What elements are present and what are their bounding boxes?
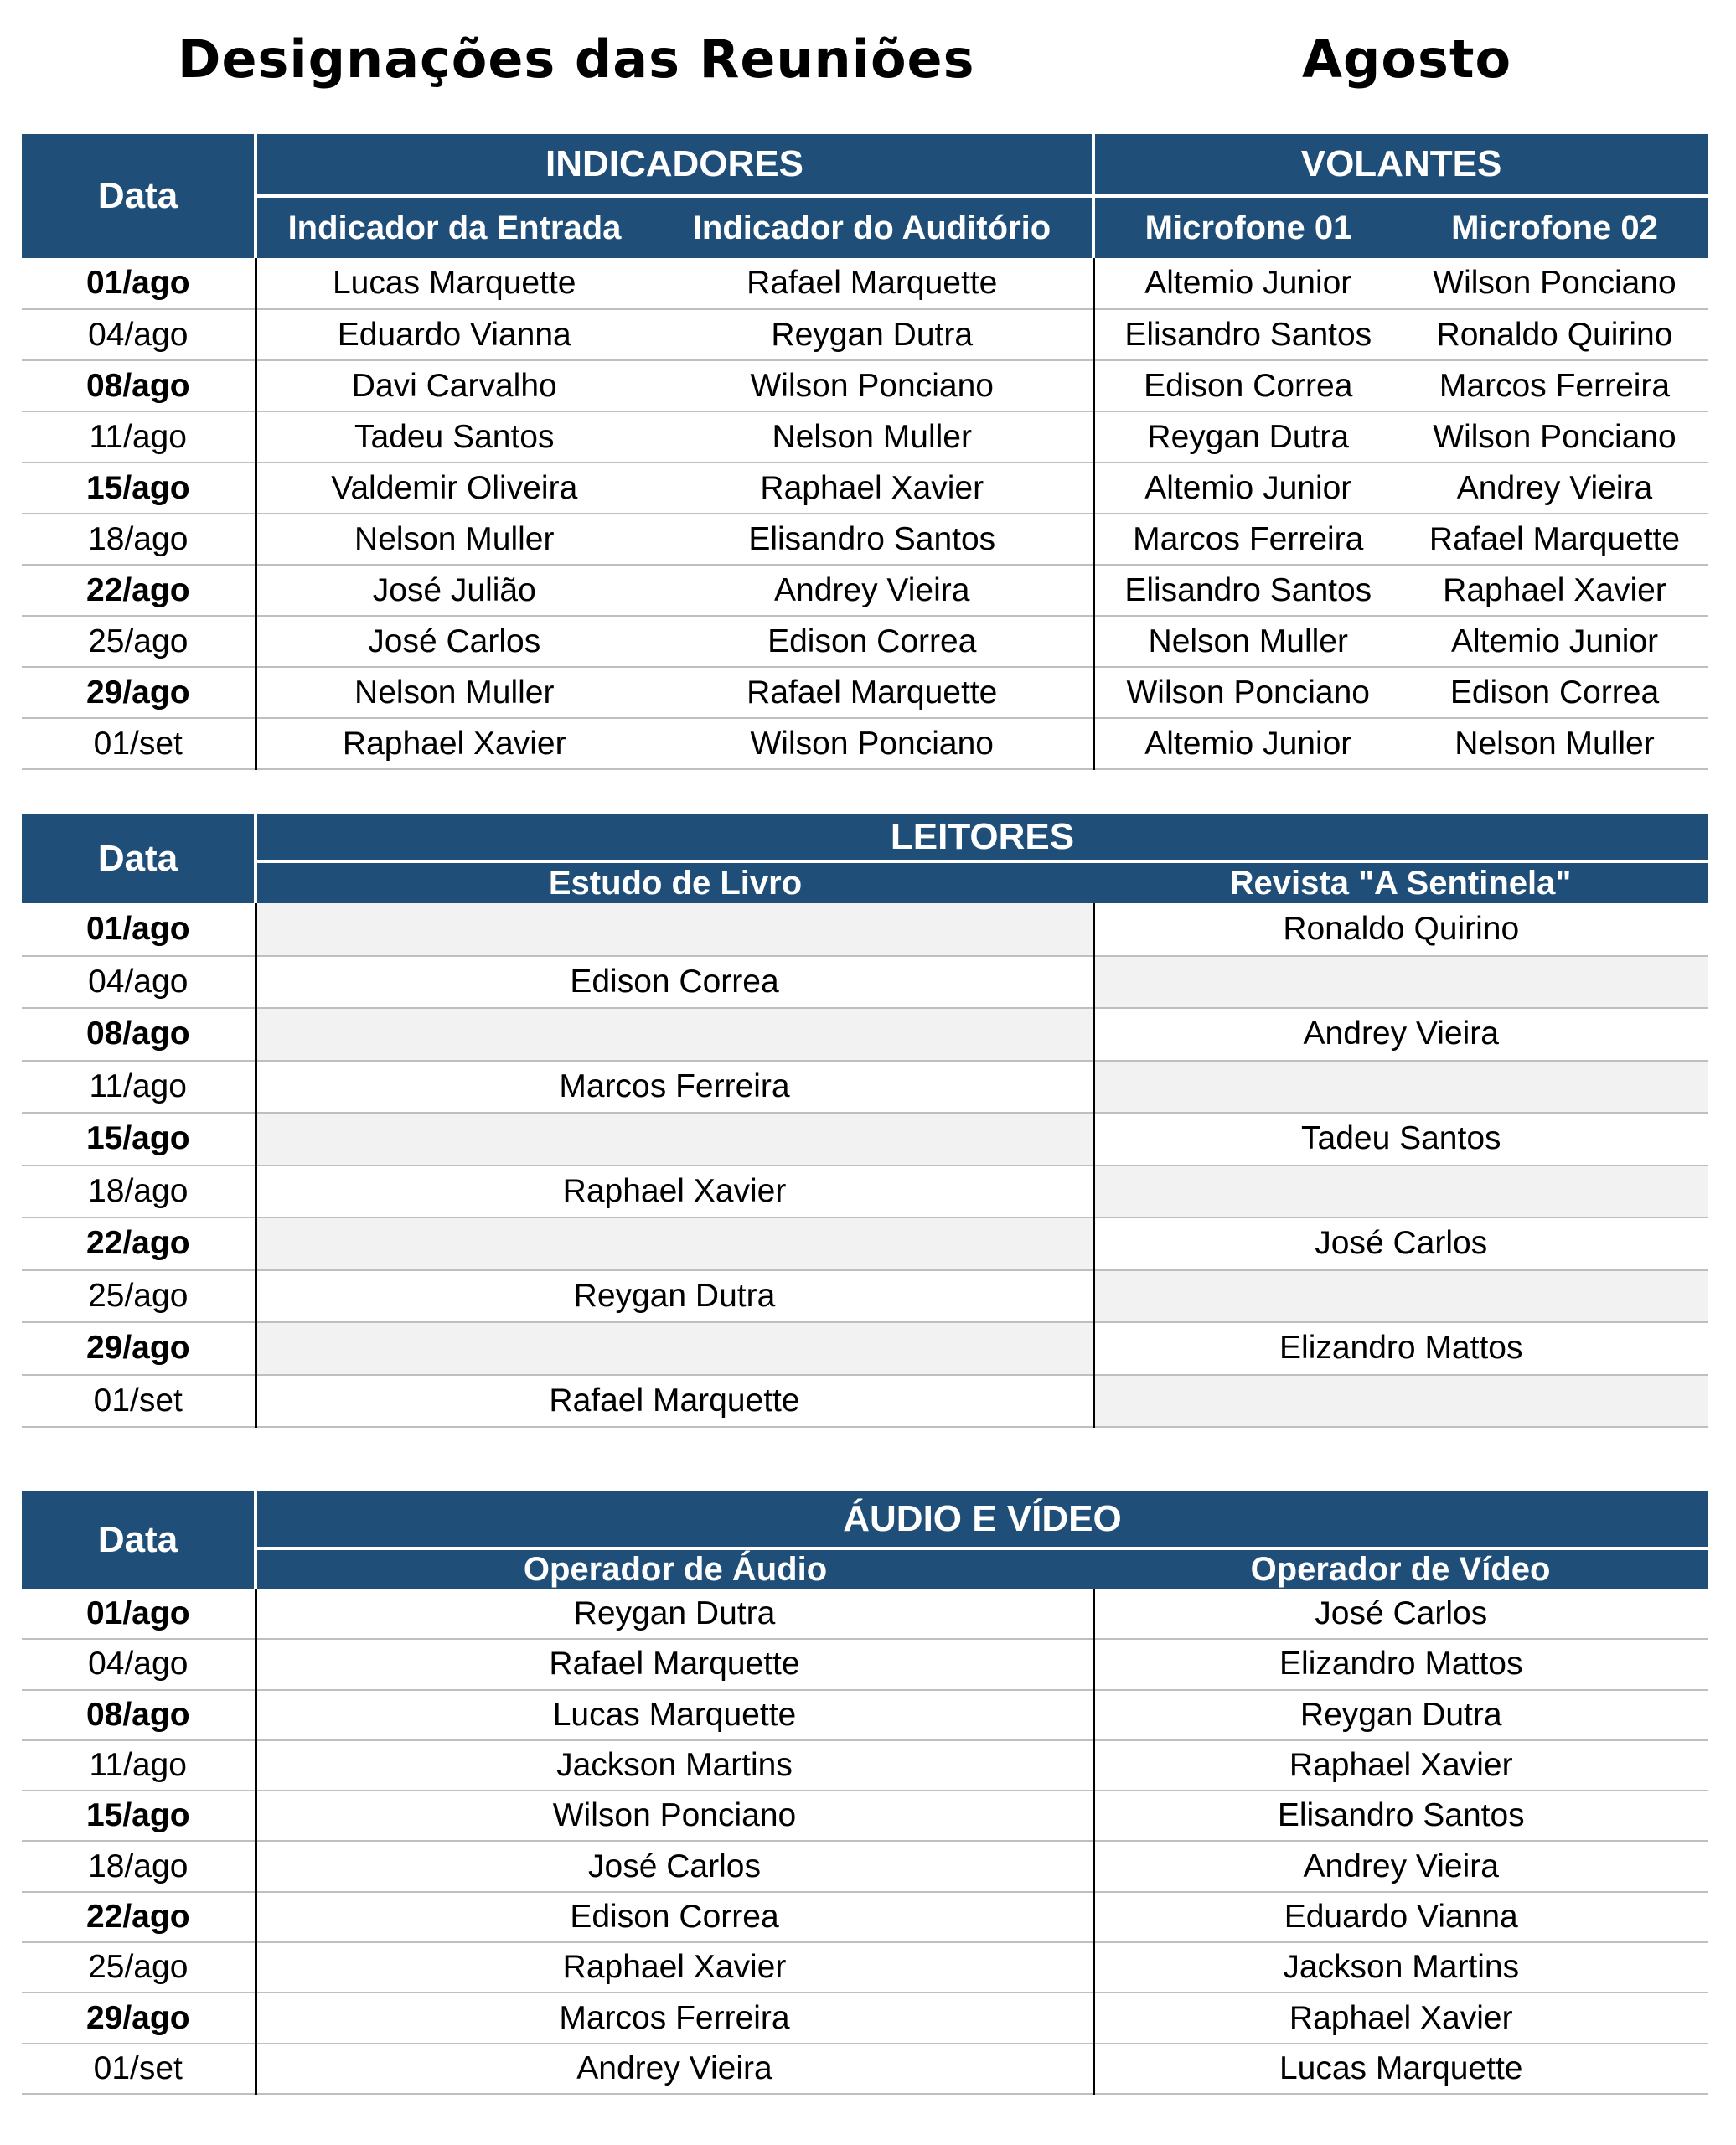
date-cell: 04/ago xyxy=(22,309,256,360)
mic2-cell: Ronaldo Quirino xyxy=(1402,309,1708,360)
auditorio-cell: Elisandro Santos xyxy=(652,514,1093,565)
date-cell: 29/ago xyxy=(22,667,256,718)
table-row xyxy=(22,1993,1708,2043)
mic1-cell: Reygan Dutra xyxy=(1093,411,1402,463)
date-cell: 18/ago xyxy=(22,514,256,565)
mic1-cell: Wilson Ponciano xyxy=(1093,667,1402,718)
column-header-mic2: Microfone 02 xyxy=(1402,196,1708,258)
video-cell: Raphael Xavier xyxy=(1093,1740,1708,1791)
auditorio-cell: Rafael Marquette xyxy=(652,258,1093,309)
date-cell: 29/ago xyxy=(22,1993,256,2043)
date-cell: 22/ago xyxy=(22,565,256,616)
date-cell: 22/ago xyxy=(22,1892,256,1942)
video-cell: José Carlos xyxy=(1093,1589,1708,1639)
date-cell: 08/ago xyxy=(22,360,256,411)
page-title: Designações das Reuniões xyxy=(178,28,975,90)
sentinela-cell: Tadeu Santos xyxy=(1093,1113,1708,1166)
mic2-cell: Andrey Vieira xyxy=(1402,463,1708,514)
entrada-cell: Nelson Muller xyxy=(256,514,652,565)
column-header-video: Operador de Vídeo xyxy=(1093,1548,1708,1589)
video-cell: Reygan Dutra xyxy=(1093,1690,1708,1740)
table-row xyxy=(22,411,1708,463)
table-row xyxy=(22,258,1708,309)
column-header-livro: Estudo de Livro xyxy=(256,861,1093,903)
mic2-cell: Raphael Xavier xyxy=(1402,565,1708,616)
table-row xyxy=(22,514,1708,565)
table-row xyxy=(22,956,1708,1009)
date-cell: 01/ago xyxy=(22,1589,256,1639)
entrada-cell: Raphael Xavier xyxy=(256,718,652,769)
mic1-cell: Edison Correa xyxy=(1093,360,1402,411)
table-row xyxy=(22,903,1708,956)
mic2-cell: Rafael Marquette xyxy=(1402,514,1708,565)
readers-table xyxy=(22,814,1708,1428)
date-cell: 11/ago xyxy=(22,411,256,463)
table-row xyxy=(22,1270,1708,1323)
mic2-cell: Wilson Ponciano xyxy=(1402,258,1708,309)
date-cell: 01/ago xyxy=(22,903,256,956)
livro-cell xyxy=(256,1322,1093,1375)
date-header: Data xyxy=(22,134,256,258)
date-cell: 01/ago xyxy=(22,258,256,309)
audio-cell: José Carlos xyxy=(256,1841,1093,1891)
video-cell: Lucas Marquette xyxy=(1093,2044,1708,2094)
auditorio-cell: Andrey Vieira xyxy=(652,565,1093,616)
entrada-cell: Tadeu Santos xyxy=(256,411,652,463)
entrada-cell: José Julião xyxy=(256,565,652,616)
entrada-cell: Eduardo Vianna xyxy=(256,309,652,360)
livro-cell: Raphael Xavier xyxy=(256,1166,1093,1218)
date-cell: 08/ago xyxy=(22,1008,256,1061)
auditorio-cell: Rafael Marquette xyxy=(652,667,1093,718)
entrada-cell: Valdemir Oliveira xyxy=(256,463,652,514)
audio-cell: Reygan Dutra xyxy=(256,1589,1093,1639)
attendants-table xyxy=(22,134,1708,770)
audio-cell: Edison Correa xyxy=(256,1892,1093,1942)
audio-cell: Wilson Ponciano xyxy=(256,1791,1093,1841)
group-header-volantes: VOLANTES xyxy=(1093,134,1708,196)
auditorio-cell: Raphael Xavier xyxy=(652,463,1093,514)
date-cell: 29/ago xyxy=(22,1322,256,1375)
date-cell: 04/ago xyxy=(22,1639,256,1689)
mic1-cell: Nelson Muller xyxy=(1093,616,1402,667)
audio-cell: Jackson Martins xyxy=(256,1740,1093,1791)
table-row xyxy=(22,718,1708,769)
group-header-indicadores: INDICADORES xyxy=(256,134,1093,196)
table-row xyxy=(22,1791,1708,1841)
mic1-cell: Elisandro Santos xyxy=(1093,309,1402,360)
entrada-cell: Lucas Marquette xyxy=(256,258,652,309)
sentinela-cell: Andrey Vieira xyxy=(1093,1008,1708,1061)
sentinela-cell: José Carlos xyxy=(1093,1217,1708,1270)
entrada-cell: Davi Carvalho xyxy=(256,360,652,411)
livro-cell: Reygan Dutra xyxy=(256,1270,1093,1323)
audio-video-table xyxy=(22,1491,1708,2095)
mic1-cell: Elisandro Santos xyxy=(1093,565,1402,616)
date-header: Data xyxy=(22,814,256,903)
table-row xyxy=(22,463,1708,514)
table-row xyxy=(22,1008,1708,1061)
date-cell: 22/ago xyxy=(22,1217,256,1270)
mic1-cell: Altemio Junior xyxy=(1093,258,1402,309)
column-header-entrada: Indicador da Entrada xyxy=(256,196,652,258)
table-row xyxy=(22,309,1708,360)
video-cell: Raphael Xavier xyxy=(1093,1993,1708,2043)
date-cell: 15/ago xyxy=(22,1113,256,1166)
column-header-sentinela: Revista "A Sentinela" xyxy=(1093,861,1708,903)
auditorio-cell: Reygan Dutra xyxy=(652,309,1093,360)
table-row xyxy=(22,616,1708,667)
group-header-leitores: LEITORES xyxy=(256,814,1708,861)
table-row xyxy=(22,1690,1708,1740)
auditorio-cell: Wilson Ponciano xyxy=(652,718,1093,769)
sentinela-cell xyxy=(1093,1375,1708,1428)
date-cell: 11/ago xyxy=(22,1061,256,1114)
date-cell: 18/ago xyxy=(22,1166,256,1218)
livro-cell xyxy=(256,1008,1093,1061)
table-row xyxy=(22,1375,1708,1428)
mic2-cell: Wilson Ponciano xyxy=(1402,411,1708,463)
date-cell: 18/ago xyxy=(22,1841,256,1891)
livro-cell xyxy=(256,1217,1093,1270)
mic2-cell: Edison Correa xyxy=(1402,667,1708,718)
column-header-mic1: Microfone 01 xyxy=(1093,196,1402,258)
auditorio-cell: Wilson Ponciano xyxy=(652,360,1093,411)
column-header-auditorio: Indicador do Auditório xyxy=(652,196,1093,258)
table-row xyxy=(22,1841,1708,1891)
date-cell: 01/set xyxy=(22,2044,256,2094)
livro-cell xyxy=(256,903,1093,956)
sentinela-cell xyxy=(1093,1270,1708,1323)
date-header: Data xyxy=(22,1491,256,1589)
table-row xyxy=(22,1113,1708,1166)
video-cell: Eduardo Vianna xyxy=(1093,1892,1708,1942)
table-row xyxy=(22,1639,1708,1689)
mic2-cell: Marcos Ferreira xyxy=(1402,360,1708,411)
table-row xyxy=(22,360,1708,411)
sentinela-cell: Elizandro Mattos xyxy=(1093,1322,1708,1375)
audio-cell: Rafael Marquette xyxy=(256,1639,1093,1689)
entrada-cell: Nelson Muller xyxy=(256,667,652,718)
date-cell: 01/set xyxy=(22,718,256,769)
table-row xyxy=(22,1061,1708,1114)
auditorio-cell: Nelson Muller xyxy=(652,411,1093,463)
column-header-audio: Operador de Áudio xyxy=(256,1548,1093,1589)
audio-cell: Raphael Xavier xyxy=(256,1942,1093,1993)
mic2-cell: Nelson Muller xyxy=(1402,718,1708,769)
table-row xyxy=(22,1942,1708,1993)
mic2-cell: Altemio Junior xyxy=(1402,616,1708,667)
date-cell: 25/ago xyxy=(22,1942,256,1993)
video-cell: Andrey Vieira xyxy=(1093,1841,1708,1891)
table-row xyxy=(22,1892,1708,1942)
date-cell: 25/ago xyxy=(22,616,256,667)
table-row xyxy=(22,667,1708,718)
audio-cell: Andrey Vieira xyxy=(256,2044,1093,2094)
date-cell: 11/ago xyxy=(22,1740,256,1791)
sentinela-cell xyxy=(1093,956,1708,1009)
livro-cell: Edison Correa xyxy=(256,956,1093,1009)
date-cell: 04/ago xyxy=(22,956,256,1009)
livro-cell xyxy=(256,1113,1093,1166)
table-row xyxy=(22,1322,1708,1375)
table-row xyxy=(22,1589,1708,1639)
mic1-cell: Altemio Junior xyxy=(1093,463,1402,514)
date-cell: 15/ago xyxy=(22,1791,256,1841)
sentinela-cell: Ronaldo Quirino xyxy=(1093,903,1708,956)
sentinela-cell xyxy=(1093,1166,1708,1218)
livro-cell: Marcos Ferreira xyxy=(256,1061,1093,1114)
table-row xyxy=(22,1166,1708,1218)
mic1-cell: Altemio Junior xyxy=(1093,718,1402,769)
video-cell: Jackson Martins xyxy=(1093,1942,1708,1993)
table-row xyxy=(22,1740,1708,1791)
month-title: Agosto xyxy=(1302,28,1512,90)
date-cell: 01/set xyxy=(22,1375,256,1428)
auditorio-cell: Edison Correa xyxy=(652,616,1093,667)
table-row xyxy=(22,565,1708,616)
date-cell: 15/ago xyxy=(22,463,256,514)
audio-cell: Lucas Marquette xyxy=(256,1690,1093,1740)
date-cell: 08/ago xyxy=(22,1690,256,1740)
group-header-audio-video: ÁUDIO E VÍDEO xyxy=(256,1491,1708,1548)
livro-cell: Rafael Marquette xyxy=(256,1375,1093,1428)
entrada-cell: José Carlos xyxy=(256,616,652,667)
date-cell: 25/ago xyxy=(22,1270,256,1323)
sentinela-cell xyxy=(1093,1061,1708,1114)
table-row xyxy=(22,1217,1708,1270)
table-row xyxy=(22,2044,1708,2094)
mic1-cell: Marcos Ferreira xyxy=(1093,514,1402,565)
audio-cell: Marcos Ferreira xyxy=(256,1993,1093,2043)
video-cell: Elizandro Mattos xyxy=(1093,1639,1708,1689)
video-cell: Elisandro Santos xyxy=(1093,1791,1708,1841)
